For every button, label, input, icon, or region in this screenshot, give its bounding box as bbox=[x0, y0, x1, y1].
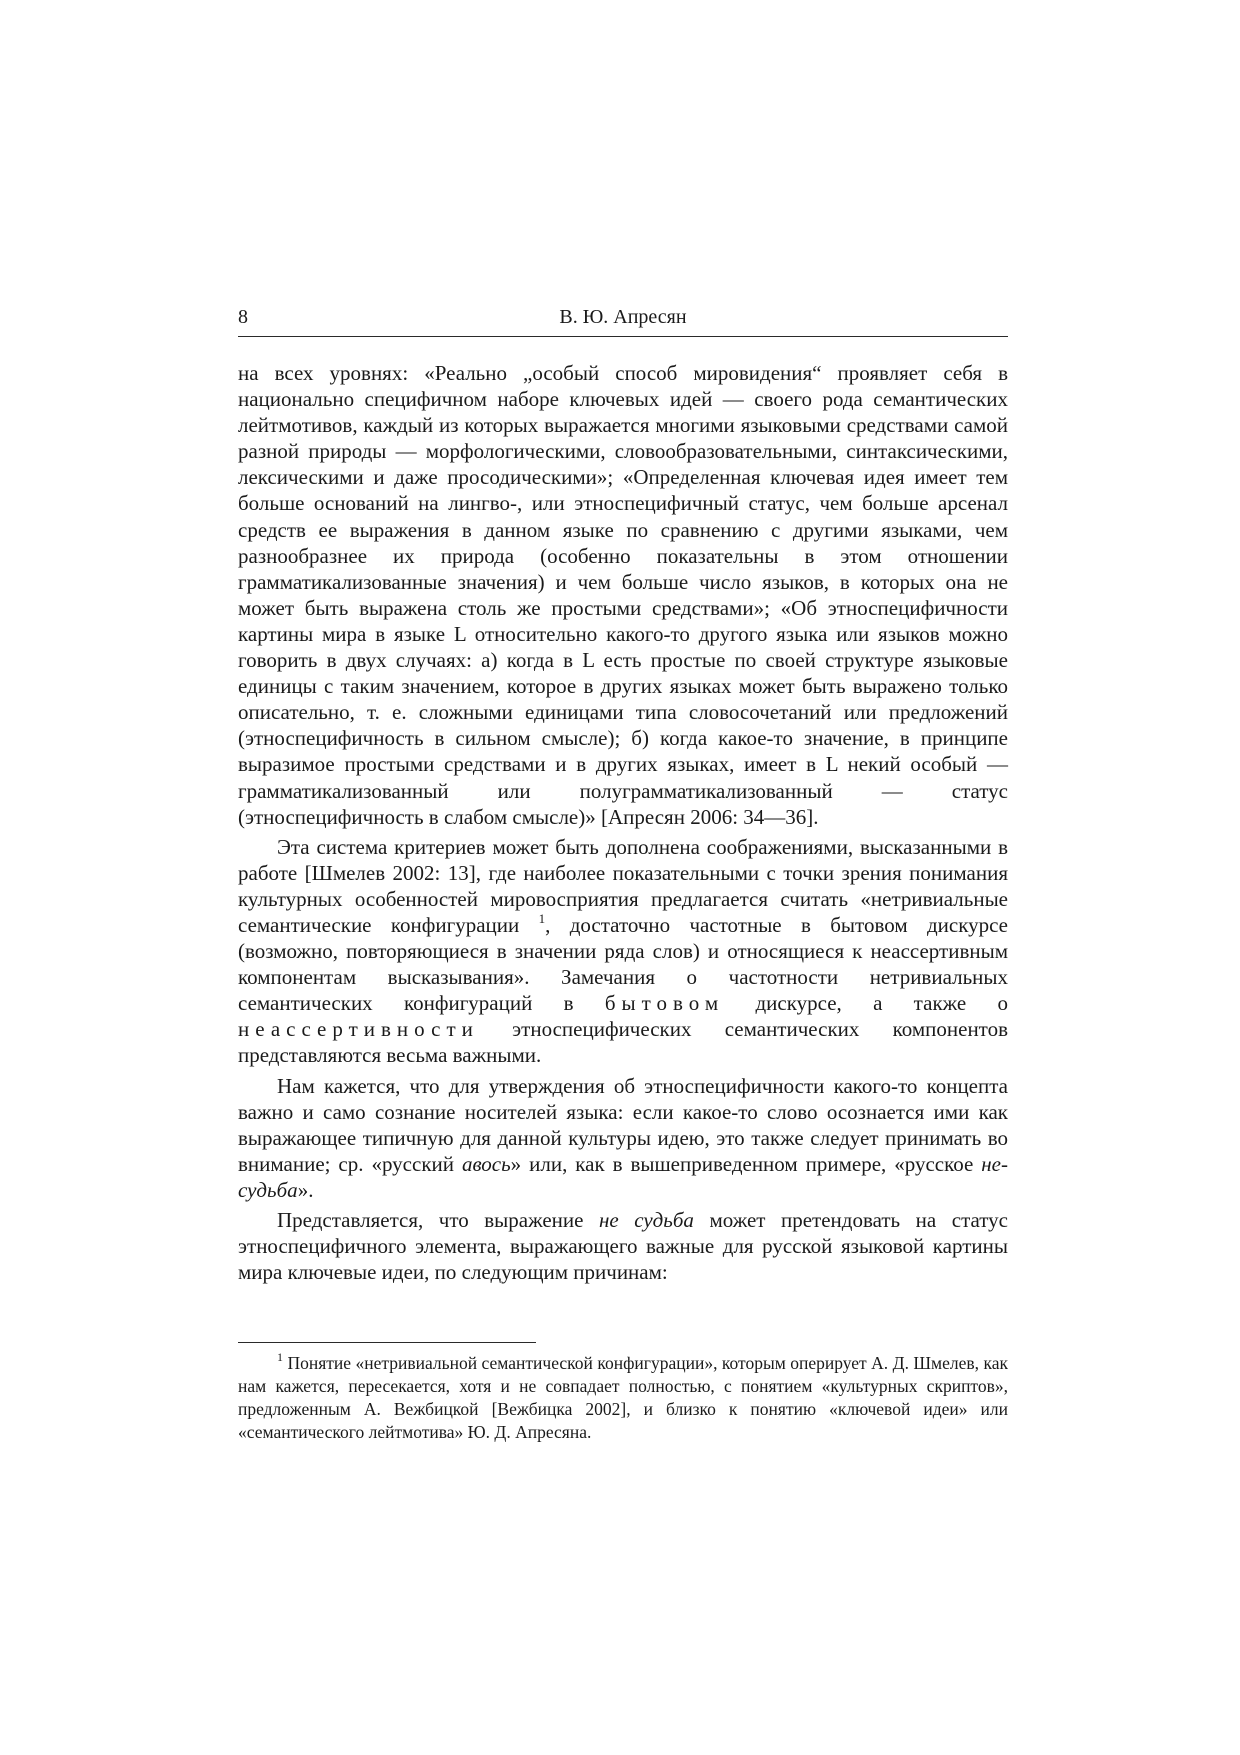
text-run: Нам кажется, что для утверждения об этноспецифичности какого-то концепта важно и само сознание носителей языка: если какое-то слово осознается ими как выражающее типичную для данной культуры идею, это также следует принимать во внимание; ср. «русский bbox=[238, 1073, 1008, 1176]
text-run: ». bbox=[297, 1177, 314, 1202]
text-run: Представляется, что выражение bbox=[277, 1208, 599, 1232]
text-run: , достаточно частотные в бытовом дискурсе (возможно, повторяющиеся в значении ряда слов) и относящиеся к неассертивным компонентам высказывания». Замечания о частотности нетривиальных семантических конфигураций в bbox=[238, 912, 1009, 1016]
text-run: на всех уровнях: «Реально „особый способ мировидения“ проявляет себя в национально специфичном наборе ключевых идей — своего рода семантических лейтмотивов, каждый из которых выражается многими языковыми средствами самой разной природы — морфологическими, словообразовательными, синтаксическими, лексическими и даже просодическими»; «Определенная ключевая идея имеет тем больше оснований на лингво-, или этноспецифичный статус, чем больше арсенал средств ее выражения в данном языке по сравнению с другими языками, чем разнообразнее их природа (особенно показательны в этом отношении грамматикализованные значения) и чем больше число языков, в которых она не может быть выражена столь же простыми средствами»; «Об этноспецифичности картины мира в языке L относительно какого-то другого языка или языков можно говорить в двух случаях: а) когда в L есть простые по своей структуре языковые единицы с таким значением, которое в других языках может быть выражено только описательно, т. е. сложными единицами типа словосочетаний или предложений (этноспецифичность в сильном смысле); б) когда какое-то значение, в принципе выразимое простыми средствами и в других языках, имеет в L некий особый — грамматикализованный или полуграмматикализованный — статус (этноспецифичность в слабом смысле)» [Апресян 2006: 34—36]. bbox=[238, 361, 1008, 829]
page-header bbox=[238, 300, 1008, 337]
paragraph-4 bbox=[238, 1207, 1008, 1285]
spaced-emphasis: неассертивности bbox=[238, 1017, 479, 1042]
footnote-marker: 1 bbox=[277, 1350, 283, 1364]
paragraph-2 bbox=[238, 834, 1008, 1069]
page-number: 8 bbox=[238, 306, 248, 328]
text-run: » или, как в вышеприведенном примере, «русское bbox=[510, 1151, 982, 1176]
running-title: В. Ю. Апресян bbox=[559, 306, 687, 328]
footnote-1 bbox=[238, 1352, 1008, 1444]
body-text bbox=[238, 360, 1008, 1285]
footnote-separator bbox=[238, 1342, 536, 1343]
paragraph-1 bbox=[238, 360, 1008, 830]
italic-term: не судьба bbox=[598, 1208, 694, 1232]
footnote-text: Понятие «нетривиальной семантической конфигурации», которым оперирует А. Д. Шмелев, как нам кажется, пересекается, хотя и не совпадает полностью, с понятием «культурных скриптов», предложенным А. Вежбицкой [Вежбицка 2002], и близко к понятию «ключевой идеи» или «семантического лейтмотива» Ю. Д. Апресяна. bbox=[238, 1353, 1008, 1442]
text-run: Эта система критериев может быть дополнена соображениями, высказанными в работе [Шмелев 2002: 13], где наиболее показательными с точки зрения понимания культурных особенностей мировосприятия предлагается считать «нетривиальные семантические конфигурации bbox=[238, 834, 1008, 937]
paragraph-3 bbox=[238, 1073, 1008, 1203]
text-run: может претендовать на статус этноспецифичного элемента, выражающего важные для русской языковой картины мира ключевые идеи, по следующим причинам: bbox=[238, 1208, 1009, 1285]
italic-term: не-судьба bbox=[238, 1151, 1008, 1202]
italic-term: авось bbox=[461, 1151, 511, 1176]
spaced-emphasis: бытовом bbox=[604, 991, 725, 1016]
text-run: дискурсе, а также о bbox=[724, 991, 1008, 1016]
text-run: этноспецифических семантических компонентов представляются весьма важными. bbox=[238, 1017, 1008, 1068]
footnote-reference[interactable]: 1 bbox=[538, 910, 546, 926]
